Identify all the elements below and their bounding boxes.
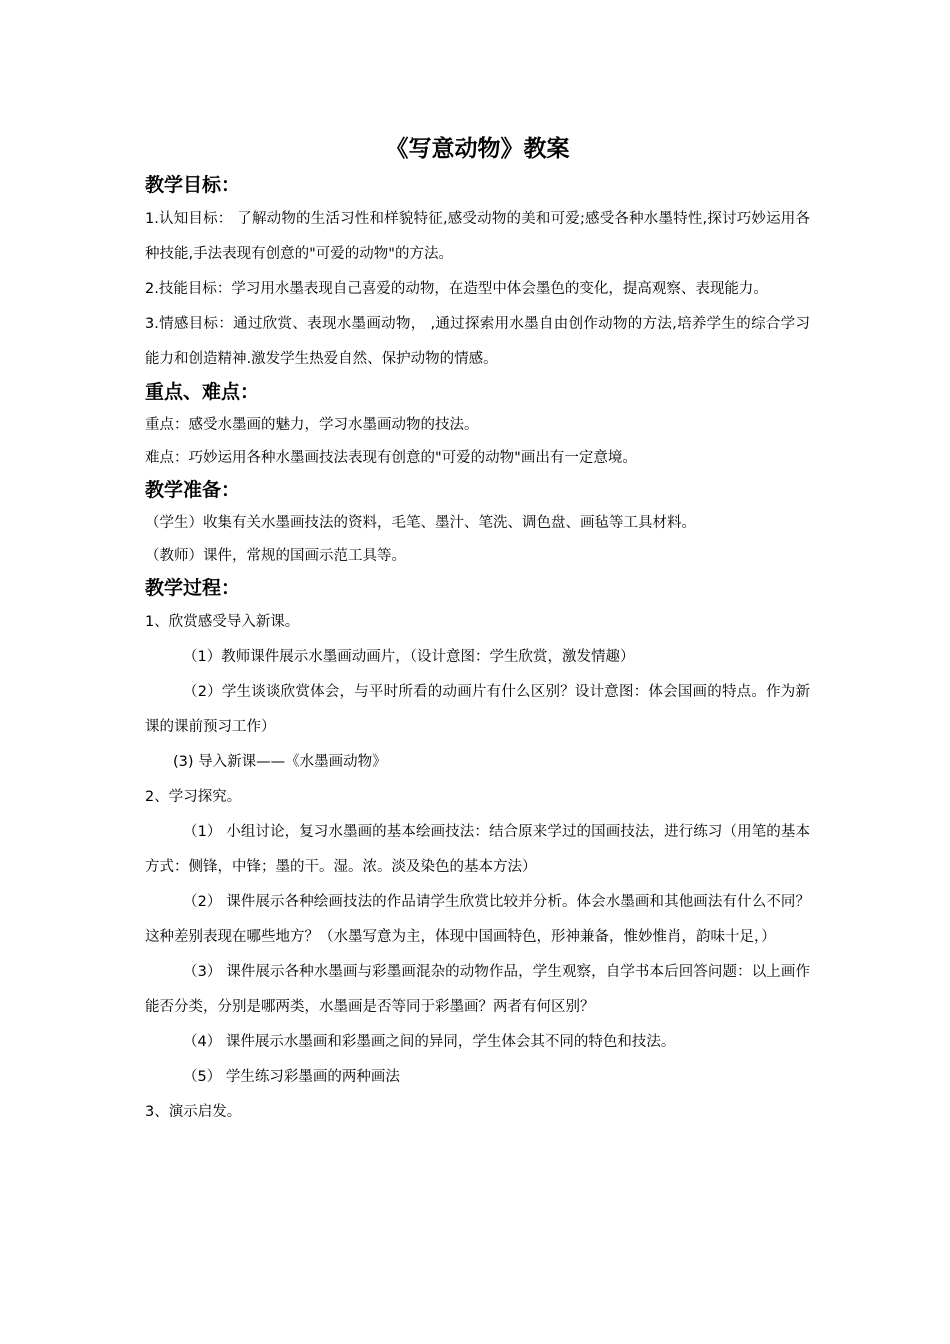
keypoint-focus: 重点：感受水墨画的魅力，学习水墨画动物的技法。 (145, 417, 479, 433)
process-step-2-item: （3） 课件展示各种水墨画与彩墨画混杂的动物作品，学生观察，自学书本后回答问题：以上画作能否分类，分别是哪两类，水墨画是否等同于彩墨画？两者有何区别？ (145, 964, 810, 1015)
keypoints-heading: 重点、难点： (145, 381, 260, 403)
process-step-2-item: （2） 课件展示各种绘画技法的作品请学生欣赏比较并分析。体会水墨画和其他画法有什么不同？这种差别表现在哪些地方？（水墨写意为主，体现中国画特色，形神兼备，惟妙惟肖，韵味十足，） (145, 894, 810, 945)
process-step-1-item: (3) 导入新课——《水墨画动物》 (173, 754, 387, 770)
process-step-2-item: （5） 学生练习彩墨画的两种画法 (183, 1069, 400, 1085)
objective-cognitive: 1.认知目标： 了解动物的生活习性和样貌特征,感受动物的美和可爱;感受各种水墨特性,探讨巧妙运用各种技能,手法表现有创意的"可爱的动物"的方法。 (145, 211, 810, 262)
process-step-1-item: （2）学生谈谈欣赏体会，与平时所看的动画片有什么区别？设计意图：体会国画的特点。作为新课的课前预习工作） (145, 684, 810, 735)
preparation-students: （学生）收集有关水墨画技法的资料，毛笔、墨汁、笔洗、调色盘、画毡等工具材料。 (145, 515, 696, 531)
process-step-2-item: （1） 小组讨论，复习水墨画的基本绘画技法：结合原来学过的国画技法，进行练习（用笔的基本方式：侧锋，中锋；墨的干。湿。浓。淡及染色的基本方法） (145, 824, 810, 875)
keypoint-difficulty: 难点：巧妙运用各种水墨画技法表现有创意的"可爱的动物"画出有一定意境。 (145, 450, 637, 466)
process-heading: 教学过程： (145, 577, 241, 599)
process-step-3: 3、演示启发。 (145, 1104, 242, 1120)
objective-skill: 2.技能目标：学习用水墨表现自己喜爱的动物，在造型中体会墨色的变化，提高观察、表现能力。 (145, 281, 768, 297)
process-step-2-item: （4） 课件展示水墨画和彩墨画之间的异同，学生体会其不同的特色和技法。 (183, 1034, 676, 1050)
process-step-1: 1、欣赏感受导入新课。 (145, 614, 300, 630)
document-title: 《写意动物》教案 (385, 136, 570, 162)
process-step-1-item: （1）教师课件展示水墨画动画片，（设计意图：学生欣赏，激发情趣） (183, 649, 635, 665)
document-page (145, 130, 810, 1130)
objectives-heading: 教学目标： (145, 174, 241, 196)
objective-emotion: 3.情感目标：通过欣赏、表现水墨画动物， ,通过探索用水墨自由创作动物的方法,培养学生的综合学习能力和创造精神.激发学生热爱自然、保护动物的情感。 (145, 316, 810, 367)
preparation-heading: 教学准备： (145, 479, 241, 501)
process-step-2: 2、学习探究。 (145, 789, 242, 805)
preparation-teacher: （教师）课件，常规的国画示范工具等。 (145, 548, 406, 564)
